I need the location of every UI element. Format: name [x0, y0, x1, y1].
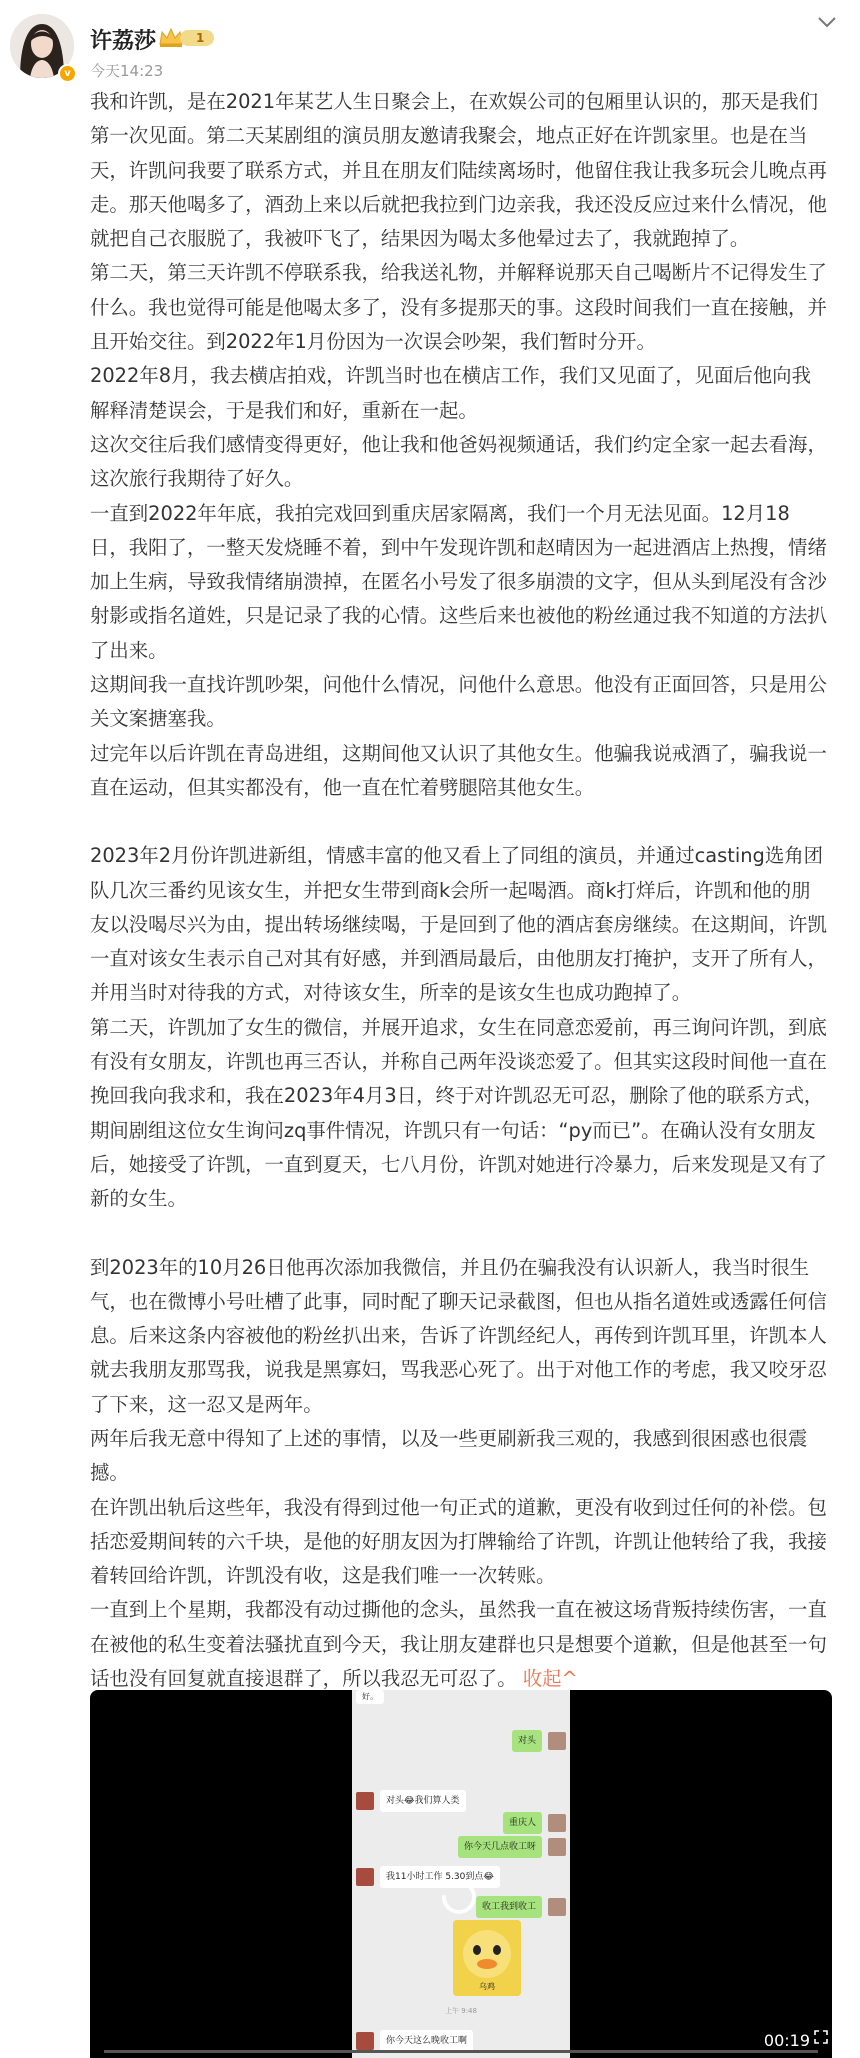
post-paragraph: [90, 1251, 828, 1422]
chat-message: 你今天这么晚收工啊: [380, 2030, 473, 2052]
chat-avatar: [356, 1792, 374, 1810]
post-paragraph-text: 到2023年的10月26日他再次添加我微信，并且仍在骗我没有认识新人，我当时很生气，也在微博小号吐槽了此事，同时配了聊天记录截图，但也从指名道姓或透露任何信息。后来这条内容被他的粉丝扒出来，告诉了许凯经纪人，再传到许凯耳里，许凯本人就去我朋友那骂我，说我是黑寡妇，骂我恶心死了。出于对他工作的考虑，我又咬牙忍了下来，这一忍又是两年。: [90, 1255, 827, 1416]
chat-avatar: [548, 1838, 566, 1856]
paragraph-gap: [90, 805, 828, 839]
post-timestamp[interactable]: 今天14:23: [90, 62, 164, 80]
chat-avatar: [548, 1732, 566, 1750]
post-paragraph: [90, 428, 828, 497]
post-paragraph: [90, 668, 828, 737]
post-paragraph: [90, 1011, 828, 1217]
video-progress-bar[interactable]: [104, 2050, 818, 2053]
post-paragraph-text: 我和许凯，是在2021年某艺人生日聚会上，在欢娱公司的包厢里认识的，那天是我们第一次见面。第二天某剧组的演员朋友邀请我聚会，地点正好在许凯家里。也是在当天，许凯问我要了联系方式，并且在朋友们陆续离场时，他留住我让我多玩会儿晚点再走。那天他喝多了，酒劲上来以后就把我拉到门边亲我，我还没反应过来什么情况，他就把自己衣服脱了，我被吓飞了，结果因为喝太多他晕过去了，我就跑掉了。: [90, 90, 827, 251]
post-header: [0, 0, 860, 90]
post-paragraph: [90, 1422, 828, 1491]
post-paragraph: [90, 737, 828, 806]
chat-time-separator: 上午 9:48: [445, 2007, 477, 2015]
user-level-badge: 1: [180, 30, 214, 46]
chat-message: 你今天几点收工呀: [458, 1836, 542, 1858]
username[interactable]: 许荔莎: [90, 29, 157, 54]
post-paragraph-text: 过完年以后许凯在青岛进组，这期间他又认识了其他女生。他骗我说戒酒了，骗我说一直在运动，但其实都没有，他一直在忙着劈腿陪其他女生。: [90, 741, 827, 799]
video-chat-screenshot: [352, 1690, 570, 2058]
fullscreen-icon[interactable]: [814, 2030, 828, 2044]
post-paragraph: [90, 497, 828, 668]
post-paragraph-text: 这期间我一直找许凯吵架，问他什么情况，问他什么意思。他没有正面回答，只是用公关文案搪塞我。: [90, 673, 827, 731]
video-duration: 00:19: [763, 2031, 810, 2050]
chat-message: 对头😂我们算人类: [380, 1790, 466, 1812]
chat-avatar: [548, 1814, 566, 1832]
post-paragraph-text: 2022年8月，我去横店拍戏，许凯当时也在横店工作，我们又见面了，见面后他向我解释清楚误会，于是我们和好，重新在一起。: [90, 364, 811, 422]
chevron-down-icon[interactable]: [816, 14, 838, 30]
collapse-link[interactable]: 收起^: [522, 1667, 578, 1691]
post-paragraph: [90, 359, 828, 428]
chat-avatar: [356, 2032, 374, 2050]
post-paragraph: [90, 256, 828, 359]
chat-message: 我11小时工作 5.30到点😂: [380, 1866, 500, 1888]
post-paragraph: [90, 85, 828, 256]
chat-avatar: [548, 1898, 566, 1916]
post-paragraph: [90, 839, 828, 1010]
post-body: [90, 85, 828, 1696]
chat-avatar: [356, 1868, 374, 1886]
post-paragraph: [90, 1491, 828, 1594]
post-paragraph-text: 一直到2022年年底，我拍完戏回到重庆居家隔离，我们一个月无法见面。12月18日，我阳了，一整天发烧睡不着，到中午发现许凯和赵晴因为一起进酒店上热搜，情绪加上生病，导致我情绪崩溃掉，在匿名小号发了很多崩溃的文字，但从头到尾没有含沙射影或指名道姓，只是记录了我的心情。这些后来也被他的粉丝通过我不知道的方法扒了出来。: [90, 501, 827, 662]
paragraph-gap: [90, 1217, 828, 1251]
post-paragraph-text: 两年后我无意中得知了上述的事情，以及一些更刷新我三观的，我感到很困惑也很震撼。: [90, 1426, 808, 1485]
chat-top-text: 好。: [356, 1690, 384, 1704]
post-paragraph-text: 2023年2月份许凯进新组，情感丰富的他又看上了同组的演员，并通过casting选角团队几次三番约见该女生，并把女生带到商k会所一起喝酒。商k打烊后，许凯和他的朋友以没喝尽兴为由，提出转场继续喝，于是回到了他的酒店套房继续。在这期间，许凯一直对该女生表示自己对其有好感，并到酒局最后，由他朋友打掩护，支开了所有人，并用当时对待我的方式，对待该女生，所幸的是该女生也成功跑掉了。: [90, 844, 827, 1005]
chat-message: 收工我到收工: [476, 1896, 542, 1918]
verified-badge-icon: v: [58, 64, 77, 83]
post-paragraph-text: 第二天，许凯加了女生的微信，并展开追求，女生在同意恋爱前，再三询问许凯，到底有没有女朋友，许凯也再三否认，并称自己两年没谈恋爱了。但其实这段时间他一直在挽回我向我求和，我在2023年4月3日，终于对许凯忍无可忍，删除了他的联系方式，期间剧组这位女生询问zq事件情况，许凯只有一句话：“py而已”。在确认没有女朋友后，她接受了许凯，一直到夏天，七八月份，许凯对她进行冷暴力，后来发现是又有了新的女生。: [90, 1015, 827, 1211]
chat-message: 对头: [512, 1730, 542, 1752]
post-paragraph-text: 一直到上个星期，我都没有动过撕他的念头，虽然我一直在被这场背叛持续伤害，一直在被他的私生变着法骚扰直到今天，我让朋友建群也只是想要个道歉，但是他甚至一句话也没有回复就直接退群了，所以我忍无可忍了。: [90, 1598, 827, 1691]
duck-sticker: [453, 1920, 521, 1996]
video-player[interactable]: [90, 1690, 832, 2058]
post-paragraph: [90, 1593, 828, 1696]
post-paragraph-text: 这次交往后我们感情变得更好，他让我和他爸妈视频通话，我们约定全家一起去看海，这次旅行我期待了好久。: [90, 432, 827, 491]
sticker-caption: 乌鸡: [479, 1982, 495, 1991]
chat-message: 重庆人: [503, 1812, 542, 1834]
post-paragraph-text: 第二天，第三天许凯不停联系我，给我送礼物，并解释说那天自己喝断片不记得发生了什么。我也觉得可能是他喝太多了，没有多提那天的事。这段时间我们一直在接触，并且开始交往。到2022年1月份因为一次误会吵架，我们暂时分开。: [90, 261, 827, 354]
post-paragraph-text: 在许凯出轨后这些年，我没有得到过他一句正式的道歉，更没有收到过任何的补偿。包括恋爱期间转的六千块，是他的好朋友因为打牌输给了许凯，许凯让他转给了我，我接着转回给许凯，许凯没有收，这是我们唯一一次转账。: [90, 1495, 827, 1588]
